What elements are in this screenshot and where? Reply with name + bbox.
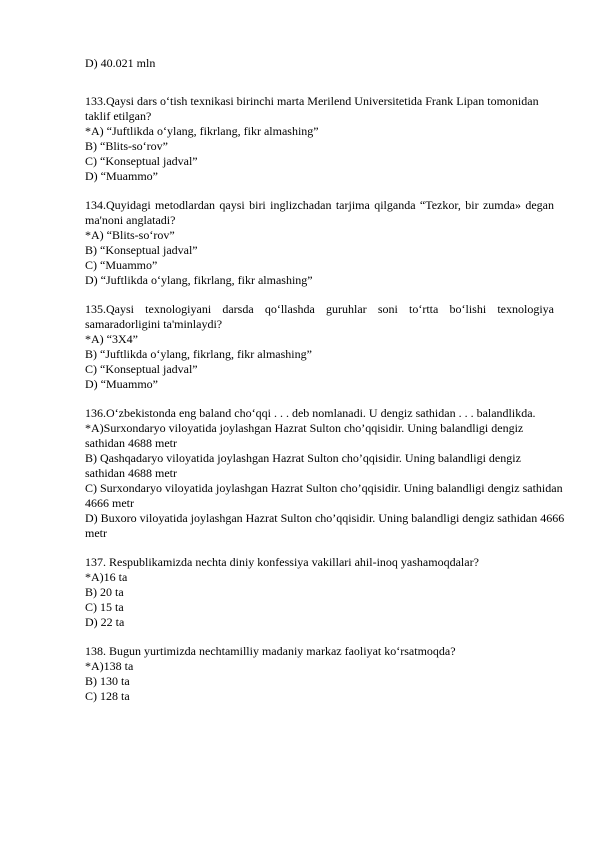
answer-option: *A) “Juftlikda o‘ylang, fikrlang, fikr almashing” xyxy=(85,124,319,138)
answer-option: *A) “Blits-so‘rov” xyxy=(85,228,175,242)
answer-option: D) Buxoro viloyatida joylashgan Hazrat Sulton cho’qqisidir. Uning balandligi dengiz sathidan 4666 metr xyxy=(85,511,565,540)
answer-option: D) 22 ta xyxy=(85,615,125,629)
answer-option: D) “Muammo” xyxy=(85,169,158,183)
answer-option: C) 15 ta xyxy=(85,600,124,614)
question-block xyxy=(85,406,563,541)
question-text: 135.Qaysi texnologiyani darsda qo‘llashda guruhlar soni to‘rtta bo‘lishi texnologiya samaradorligini ta'minlaydi? xyxy=(85,302,554,331)
answer-option: *A) “3X4” xyxy=(85,332,138,346)
question-block xyxy=(85,94,563,184)
answer-option: C) 128 ta xyxy=(85,689,130,703)
answer-option: B) 130 ta xyxy=(85,674,130,688)
answer-option: B) 20 ta xyxy=(85,585,124,599)
answer-option: D) “Juftlikda o‘ylang, fikrlang, fikr almashing” xyxy=(85,273,313,287)
spacer xyxy=(85,541,563,555)
spacer xyxy=(85,392,563,406)
question-block xyxy=(85,644,563,704)
previous-answer: D) 40.021 mln xyxy=(85,56,156,70)
answer-option: *A)Surxondaryo viloyatida joylashgan Hazrat Sulton cho’qqisidir. Uning balandligi dengiz sathidan 4688 metr xyxy=(85,421,524,450)
answer-option: D) “Muammo” xyxy=(85,377,158,391)
spacer xyxy=(85,288,563,302)
question-block xyxy=(85,302,563,392)
answer-option: *A)138 ta xyxy=(85,659,134,673)
spacer xyxy=(85,71,563,94)
document-page xyxy=(85,56,563,704)
answer-option: *A)16 ta xyxy=(85,570,128,584)
question-text: 134.Quyidagi metodlardan qaysi biri inglizchadan tarjima qilganda “Tezkor, bir zumda» degan ma'noni anglatadi? xyxy=(85,198,554,227)
question-text: 137. Respublikamizda nechta diniy konfessiya vakillari ahil-inoq yashamoqdalar? xyxy=(85,555,479,569)
answer-option: B) “Blits-so‘rov” xyxy=(85,139,168,153)
spacer xyxy=(85,630,563,644)
answer-option: C) “Konseptual jadval” xyxy=(85,154,198,168)
question-block xyxy=(85,198,563,288)
answer-option: C) “Konseptual jadval” xyxy=(85,362,198,376)
answer-option: B) “Konseptual jadval” xyxy=(85,243,198,257)
answer-option: B) “Juftlikda o‘ylang, fikrlang, fikr almashing” xyxy=(85,347,312,361)
question-block xyxy=(85,555,563,630)
answer-option: C) “Muammo” xyxy=(85,258,158,272)
question-text: 138. Bugun yurtimizda nechtamilliy madaniy markaz faoliyat ko‘rsatmoqda? xyxy=(85,644,456,658)
answer-option: B) Qashqadaryo viloyatida joylashgan Hazrat Sulton cho’qqisidir. Uning balandligi dengiz sathidan 4688 metr xyxy=(85,451,521,480)
question-text: 136.O‘zbekistonda eng baland cho‘qqi . . . deb nomlanadi. U dengiz sathidan . . . balandlikda. xyxy=(85,406,536,420)
question-text: 133.Qaysi dars o‘tish texnikasi birinchi marta Merilend Universitetida Frank Lipan tomonidan taklif etilgan? xyxy=(85,94,539,123)
answer-option: C) Surxondaryo viloyatida joylashgan Hazrat Sulton cho’qqisidir. Uning balandligi dengiz sathidan 4666 metr xyxy=(85,481,563,510)
spacer xyxy=(85,184,563,198)
